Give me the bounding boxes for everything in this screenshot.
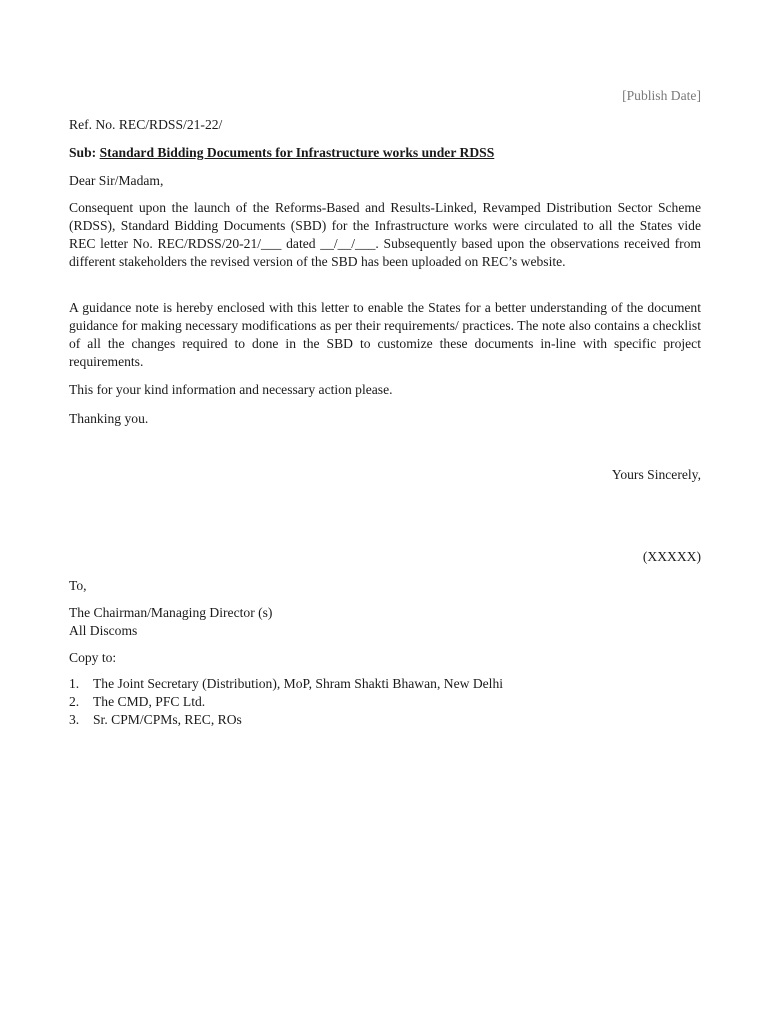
list-number: 3. bbox=[69, 712, 80, 727]
recipient bbox=[69, 604, 701, 640]
list-item bbox=[69, 675, 701, 693]
copy-list bbox=[69, 675, 701, 729]
salutation: Dear Sir/Madam, bbox=[69, 173, 164, 188]
body-paragraph-4: Thanking you. bbox=[69, 411, 149, 426]
recipient-line-2: All Discoms bbox=[69, 623, 138, 638]
list-number: 1. bbox=[69, 676, 80, 691]
body-paragraph-3: This for your kind information and necessary action please. bbox=[69, 382, 393, 397]
list-text: Sr. CPM/CPMs, REC, ROs bbox=[93, 712, 242, 727]
subject-title: Standard Bidding Documents for Infrastructure works under RDSS bbox=[99, 145, 495, 160]
list-text: The Joint Secretary (Distribution), MoP, Shram Shakti Bhawan, New Delhi bbox=[93, 676, 504, 691]
publish-date: [Publish Date] bbox=[622, 88, 701, 103]
copy-label: Copy to: bbox=[69, 650, 117, 665]
body-paragraph-1: Consequent upon the launch of the Reforms-Based and Results-Linked, Revamped Distribution Sector Scheme (RDSS), Standard Bidding Documents (SBD) for the Infrastructure works were circulated to all the States vide REC letter No. REC/RDSS/20-21/___ dated __/__/___. Subsequently based upon the observations received from different stakeholders the revised version of the SBD has been uploaded on REC’s website. bbox=[69, 200, 701, 269]
list-number: 2. bbox=[69, 694, 80, 709]
list-item bbox=[69, 693, 701, 711]
body-paragraph-2: A guidance note is hereby enclosed with this letter to enable the States for a better understanding of the document guidance for making necessary modifications as per their requirements/ practices. The note also contains a checklist of all the changes required to done in the SBD to customize these documents in-line with specific project requirements. bbox=[69, 300, 701, 369]
subject-line bbox=[69, 144, 701, 162]
reference-number: Ref. No. REC/RDSS/21-22/ bbox=[69, 117, 223, 132]
subject-label: Sub: bbox=[69, 145, 97, 160]
list-item bbox=[69, 711, 701, 729]
closing: Yours Sincerely, bbox=[611, 467, 701, 482]
list-text: The CMD, PFC Ltd. bbox=[93, 694, 206, 709]
to-label: To, bbox=[69, 578, 87, 593]
recipient-line-1: The Chairman/Managing Director (s) bbox=[69, 605, 273, 620]
signatory: (XXXXX) bbox=[642, 549, 701, 564]
